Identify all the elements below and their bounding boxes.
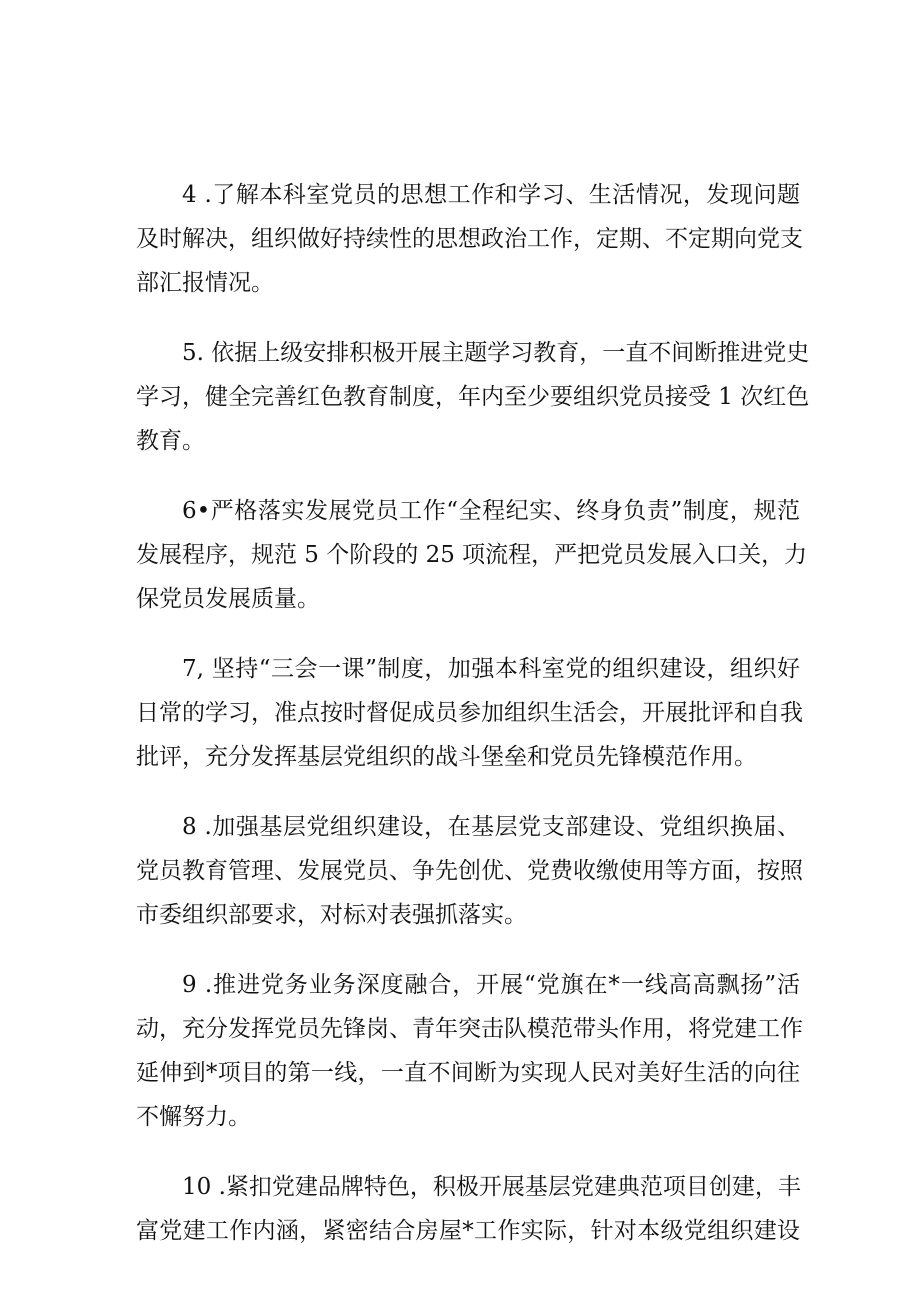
paragraph-line: 及时解决，组织做好持续性的思想政治工作，定期、不定期向党支	[136, 226, 803, 252]
paragraph-line: 6•严格落实发展党员工作“全程纪实、终身负责”制度，规范	[182, 498, 800, 524]
paragraph-line: 不懈努力。	[136, 1104, 251, 1130]
paragraph-line: 学习，健全完善红色教育制度，年内至少要组织党员接受 1 次红色	[136, 384, 810, 410]
paragraph-item-5	[136, 331, 810, 463]
paragraph-line: 动，充分发挥党员先锋岗、青年突击队模范带头作用，将党建工作	[136, 1016, 803, 1042]
paragraph-line: 4 .了解本科室党员的思想工作和学习、生活情况，发现问题	[182, 182, 800, 208]
paragraph-line: 教育。	[136, 428, 205, 454]
paragraph-line: 7, 坚持“三会一课”制度，加强本科室党的组织建设，组织好	[182, 656, 800, 682]
paragraph-line: 发展程序，规范 5 个阶段的 25 项流程，严把党员发展入口关，力	[136, 542, 808, 568]
paragraph-line: 市委组织部要求，对标对表强抓落实。	[136, 902, 527, 928]
paragraph-line: 10 .紧扣党建品牌特色，积极开展基层党建典范项目创建，丰	[182, 1174, 801, 1200]
paragraph-item-7	[136, 647, 803, 779]
paragraph-item-8	[136, 805, 803, 937]
document-body	[136, 173, 810, 1279]
paragraph-line: 部汇报情况。	[136, 270, 274, 296]
paragraph-line: 党员教育管理、发展党员、争先创优、党费收缴使用等方面，按照	[136, 858, 803, 884]
paragraph-line: 8 .加强基层党组织建设，在基层党支部建设、党组织换届、	[182, 814, 800, 840]
paragraph-item-6	[136, 489, 808, 621]
paragraph-line: 延伸到*项目的第一线，一直不间断为实现人民对美好生活的向往	[136, 1060, 800, 1086]
paragraph-line: 批评，充分发挥基层党组织的战斗堡垒和党员先锋模范作用。	[136, 744, 757, 770]
paragraph-line: 9 .推进党务业务深度融合，开展“党旗在*一线高高飘扬”活	[182, 972, 800, 998]
paragraph-line: 日常的学习，准点按时督促成员参加组织生活会，开展批评和自我	[136, 700, 803, 726]
paragraph-item-4	[136, 173, 803, 305]
paragraph-line: 保党员发展质量。	[136, 586, 320, 612]
paragraph-line: 富党建工作内涵，紧密结合房屋*工作实际，针对本级党组织建设	[136, 1218, 800, 1244]
paragraph-line: 5. 依据上级安排积极开展主题学习教育，一直不间断推进党史	[182, 340, 810, 366]
paragraph-item-10	[136, 1165, 800, 1253]
paragraph-item-9	[136, 963, 803, 1139]
